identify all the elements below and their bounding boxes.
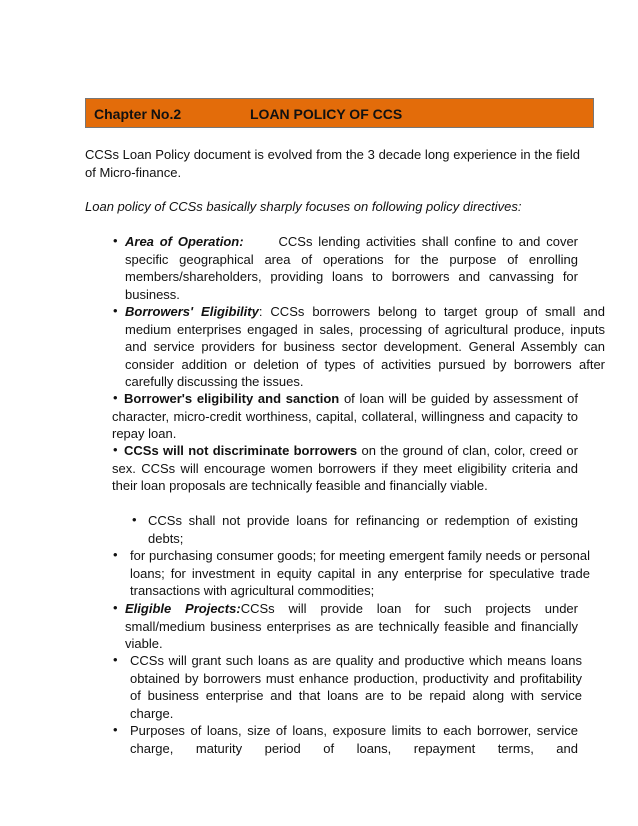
item-area-of-operation xyxy=(125,233,578,303)
item-lead: Borrowers' Eligibility xyxy=(125,304,259,319)
item-text: CCSs borrowers belong to target group of small and medium enterprises engaged in sales, processing of agricultural produce, inputs and service providers for business sector development. General Assembly can consider addition or deletion of types of activities pursued by borrowers after carefully discussing the issues. xyxy=(125,304,605,389)
bullet-icon: • xyxy=(113,600,118,615)
bullet-icon: • xyxy=(113,233,118,248)
bullet-icon: • xyxy=(113,722,118,737)
item-eligible-projects xyxy=(125,600,578,653)
item-quality-loans: CCSs will grant such loans as are quality and productive which means loans obtained by borrowers must enhance production, productivity and profitability of business enterprise and that loans are to be repaid along with service charge. xyxy=(130,653,582,721)
item-text: of loan will be guided by assessment of character, micro-credit worthiness, capital, collateral, willingness and capacity to repay loan. xyxy=(112,391,578,441)
item-text: CCSs lending activities shall confine to and cover specific geographical area of operations for the purpose of enrolling members/shareholders, providing loans to borrowers and canvassing for business. xyxy=(125,234,579,302)
item-text: CCSs will provide loan for such projects under small/medium business enterprises as are technically feasible and financially viable. xyxy=(125,601,578,651)
item-loan-purposes: Purposes of loans, size of loans, exposure limits to each borrower, service charge, maturity period of loans, repayment terms, and xyxy=(130,723,578,756)
bullet-icon: • xyxy=(113,547,118,562)
item-text: on the ground of clan, color, creed or sex. CCSs will encourage women borrowers if they meet eligibility criteria and their loan proposals are technically feasible and financially viable. xyxy=(112,443,578,493)
bullet-icon: • xyxy=(113,303,118,318)
item-consumer-goods: for purchasing consumer goods; for meeting emergent family needs or personal loans; for investment in equity capital in any enterprise for speculative trade transactions with agricultural commodities; xyxy=(130,548,590,598)
bullet-icon: • xyxy=(113,652,118,667)
item-lead: CCSs will not discriminate borrowers xyxy=(124,443,358,458)
chapter-header xyxy=(85,98,594,128)
bullet-icon: • xyxy=(132,512,137,527)
item-no-refinancing xyxy=(148,512,578,547)
directive-intro: Loan policy of CCSs basically sharply focuses on following policy directives: xyxy=(85,199,522,214)
chapter-number: Chapter No.2 xyxy=(94,106,182,122)
item-lead: Eligible Projects: xyxy=(125,601,241,616)
item-lead: Borrower's eligibility and sanction xyxy=(124,391,340,406)
item-eligibility-sanction xyxy=(112,390,578,443)
item-borrowers-eligibility xyxy=(125,303,605,391)
item-text: CCSs shall not provide loans for refinancing or redemption of existing debts; xyxy=(148,513,578,546)
item-lead: Area of Operation: xyxy=(125,234,244,249)
bullet-icon: • xyxy=(113,390,118,405)
bullet-icon: • xyxy=(113,442,118,457)
item-sep: : xyxy=(258,304,263,319)
item-no-discrimination xyxy=(112,442,578,495)
intro-paragraph: CCSs Loan Policy document is evolved from the 3 decade long experience in the field of Micro-finance. xyxy=(85,147,580,180)
chapter-title: LOAN POLICY OF CCS xyxy=(250,106,403,122)
